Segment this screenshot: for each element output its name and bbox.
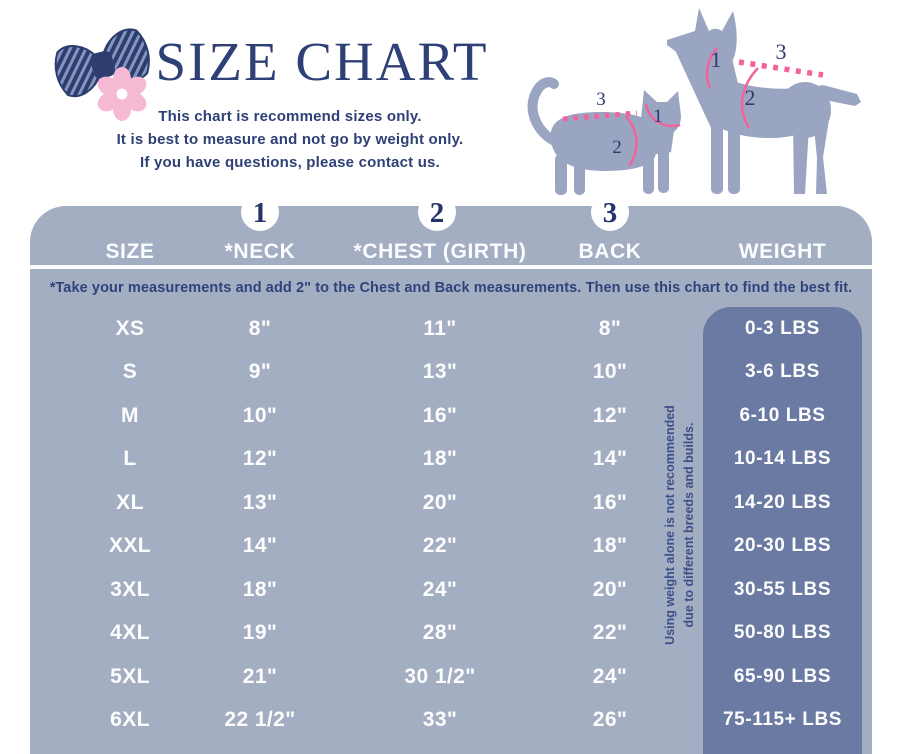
dog-back-number: 3 <box>775 39 787 64</box>
table-row <box>30 568 872 612</box>
cat-chest-number: 2 <box>612 137 622 158</box>
back-step-badge: 3 <box>591 193 629 231</box>
chest-cell: 16" <box>422 403 458 427</box>
chest-cell: 13" <box>422 360 458 384</box>
size-cell: XS <box>115 316 145 340</box>
chest-step-badge: 2 <box>418 193 456 231</box>
dog-chest-number: 2 <box>744 85 756 110</box>
table-header-row <box>30 206 872 265</box>
size-cell: 4XL <box>110 621 150 645</box>
size-cell: 6XL <box>110 708 150 732</box>
column-header-neck: *NECK <box>224 239 296 263</box>
neck-cell: 14" <box>242 534 278 558</box>
column-header-size: SIZE <box>105 239 155 263</box>
chest-cell: 11" <box>423 316 457 340</box>
size-cell: M <box>121 403 139 427</box>
neck-cell: 8" <box>248 316 272 340</box>
weight-cell: 20-30 LBS <box>733 535 832 557</box>
size-cell: XXL <box>108 534 152 558</box>
size-cell: S <box>122 360 138 384</box>
weight-cell: 10-14 LBS <box>733 448 832 470</box>
subtitle-line: If you have questions, please contact us. <box>140 154 440 171</box>
chest-cell: 24" <box>422 577 458 601</box>
back-cell: 10" <box>592 360 628 384</box>
neck-cell: 19" <box>242 621 278 645</box>
pet-measurement-diagram <box>505 2 885 198</box>
subtitle-line: This chart is recommend sizes only. <box>158 108 422 125</box>
table-row <box>30 481 872 525</box>
table-body <box>30 307 872 754</box>
table-row <box>30 438 872 482</box>
dog-neck-number: 1 <box>710 47 722 72</box>
table-row <box>30 307 872 351</box>
column-header-chest: *CHEST (GIRTH) <box>353 239 527 263</box>
weight-cell: 6-10 LBS <box>739 404 826 426</box>
weight-disclaimer-line: Using weight alone is not recommended <box>663 405 677 645</box>
weight-disclaimer-line: due to different breeds and builds. <box>682 422 696 628</box>
neck-cell: 10" <box>242 403 278 427</box>
size-table <box>30 197 872 754</box>
weight-cell: 50-80 LBS <box>733 622 832 644</box>
table-row <box>30 394 872 438</box>
neck-cell: 22 1/2" <box>224 708 296 732</box>
neck-cell: 13" <box>242 490 278 514</box>
subtitle <box>60 105 520 174</box>
weight-cell: 0-3 LBS <box>745 317 820 339</box>
dog-silhouette <box>667 8 861 194</box>
neck-cell: 18" <box>242 577 278 601</box>
weight-cell: 3-6 LBS <box>745 361 820 383</box>
chest-cell: 20" <box>422 490 458 514</box>
weight-cell: 75-115+ LBS <box>722 709 843 731</box>
subtitle-line: It is best to measure and not go by weight only. <box>116 131 464 148</box>
chest-cell: 33" <box>422 708 458 732</box>
chest-cell: 22" <box>422 534 458 558</box>
weight-cell: 65-90 LBS <box>733 665 832 687</box>
neck-cell: 9" <box>248 360 272 384</box>
cat-silhouette <box>533 82 681 195</box>
back-cell: 16" <box>592 490 628 514</box>
weight-cell: 14-20 LBS <box>733 491 832 513</box>
back-cell: 8" <box>598 316 622 340</box>
cat-back-number: 3 <box>596 89 606 110</box>
table-row <box>30 699 872 743</box>
table-row <box>30 612 872 656</box>
measurement-note: *Take your measurements and add 2" to the Chest and Back measurements. Then use this chart to find the best fit. <box>49 280 853 296</box>
chest-cell: 30 1/2" <box>404 664 476 688</box>
column-header-back: BACK <box>578 239 642 263</box>
back-cell: 22" <box>592 621 628 645</box>
chest-cell: 28" <box>422 621 458 645</box>
table-row <box>30 351 872 395</box>
column-header-weight: WEIGHT <box>738 239 827 263</box>
size-cell: L <box>123 447 137 471</box>
weight-cell: 30-55 LBS <box>733 578 832 600</box>
back-cell: 14" <box>592 447 628 471</box>
table-row <box>30 655 872 699</box>
back-cell: 18" <box>592 534 628 558</box>
table-row <box>30 525 872 569</box>
cat-neck-number: 1 <box>653 106 663 127</box>
back-cell: 26" <box>592 708 628 732</box>
back-cell: 12" <box>592 403 628 427</box>
page-title: SIZE CHART <box>155 31 489 92</box>
back-cell: 20" <box>592 577 628 601</box>
size-cell: 3XL <box>110 577 150 601</box>
size-cell: 5XL <box>110 664 150 688</box>
size-cell: XL <box>116 490 144 514</box>
neck-step-badge: 1 <box>241 193 279 231</box>
neck-cell: 21" <box>242 664 278 688</box>
neck-cell: 12" <box>242 447 278 471</box>
chest-cell: 18" <box>422 447 458 471</box>
back-cell: 24" <box>592 664 628 688</box>
